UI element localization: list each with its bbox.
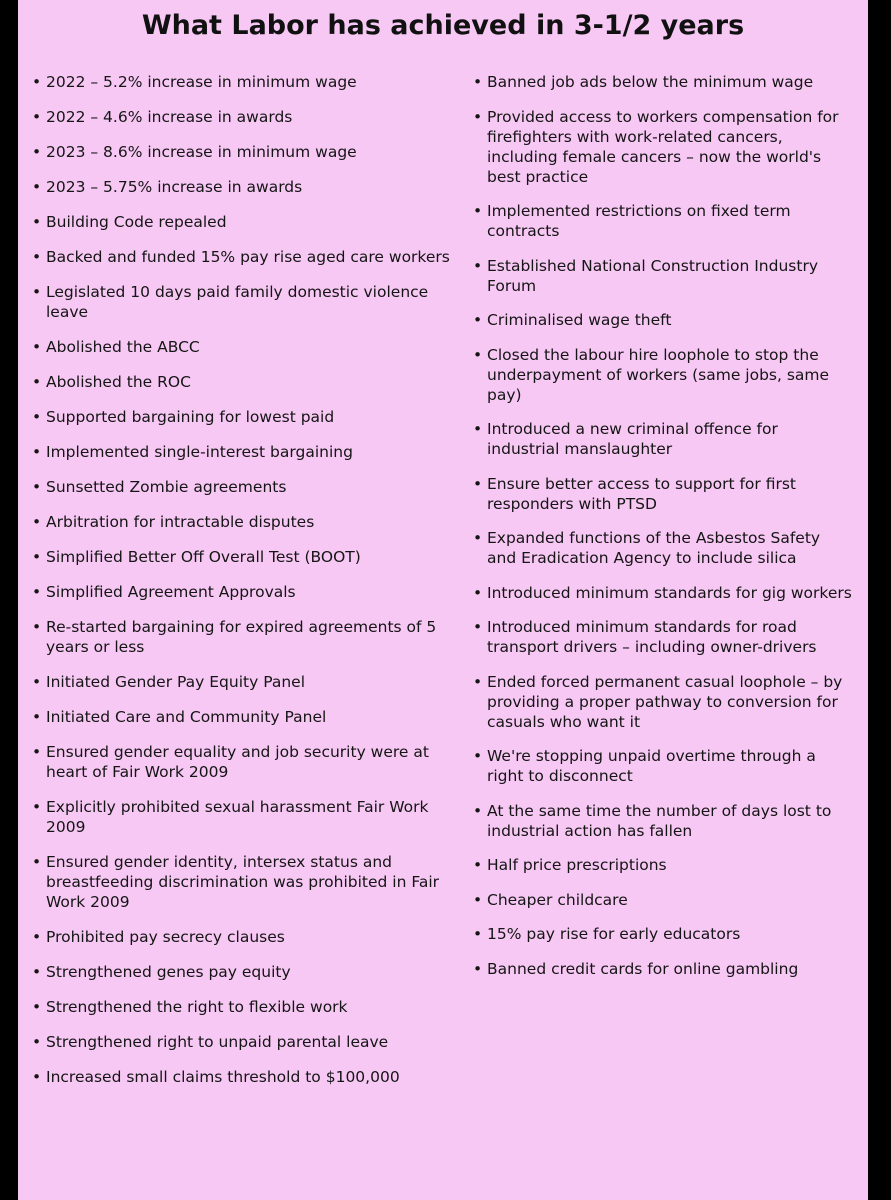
list-item: • Ended forced permanent casual loophole – by providing a proper pathway to conversion for casuals who want it (473, 672, 853, 732)
list-item: • Increased small claims threshold to $100,000 (32, 1067, 452, 1087)
list-item: • Legislated 10 days paid family domestic violence leave (32, 282, 452, 322)
list-item: • Strengthened genes pay equity (32, 962, 452, 982)
list-item: • Introduced minimum standards for road transport drivers – including owner-drivers (473, 617, 853, 657)
list-item: • Backed and funded 15% pay rise aged care workers (32, 247, 452, 267)
list-item: • Abolished the ROC (32, 372, 452, 392)
list-item: • Closed the labour hire loophole to stop the underpayment of workers (same jobs, same pay) (473, 345, 853, 405)
list-item: • Banned job ads below the minimum wage (473, 72, 853, 92)
list-item: • 2023 – 8.6% increase in minimum wage (32, 142, 452, 162)
list-item: • Cheaper childcare (473, 890, 853, 910)
list-item: • Arbitration for intractable disputes (32, 512, 452, 532)
list-item: • Introduced minimum standards for gig workers (473, 583, 853, 603)
list-item: • Introduced a new criminal offence for industrial manslaughter (473, 419, 853, 459)
list-item: • Supported bargaining for lowest paid (32, 407, 452, 427)
list-item: • We're stopping unpaid overtime through a right to disconnect (473, 746, 853, 786)
list-item: • Ensured gender equality and job security were at heart of Fair Work 2009 (32, 742, 452, 782)
list-item: • Provided access to workers compensation for firefighters with work-related cancers, including female cancers – now the world's best practice (473, 107, 853, 187)
list-item: • 2022 – 4.6% increase in awards (32, 107, 452, 127)
list-item: • Strengthened the right to flexible work (32, 997, 452, 1017)
list-item: • Ensured gender identity, intersex status and breastfeeding discrimination was prohibited in Fair Work 2009 (32, 852, 452, 912)
list-item: • 15% pay rise for early educators (473, 924, 853, 944)
list-item: • Explicitly prohibited sexual harassment Fair Work 2009 (32, 797, 452, 837)
list-item: • Simplified Agreement Approvals (32, 582, 452, 602)
list-item: • Criminalised wage theft (473, 310, 853, 330)
list-item: • Sunsetted Zombie agreements (32, 477, 452, 497)
list-item: • 2022 – 5.2% increase in minimum wage (32, 72, 452, 92)
list-item: • Implemented single-interest bargaining (32, 442, 452, 462)
list-item: • 2023 – 5.75% increase in awards (32, 177, 452, 197)
right-column-list (473, 72, 853, 993)
list-item: • Strengthened right to unpaid parental leave (32, 1032, 452, 1052)
list-item: • Banned credit cards for online gambling (473, 959, 853, 979)
list-item: • Initiated Gender Pay Equity Panel (32, 672, 452, 692)
list-item: • Expanded functions of the Asbestos Safety and Eradication Agency to include silica (473, 528, 853, 568)
list-item: • Ensure better access to support for first responders with PTSD (473, 474, 853, 514)
list-item: • Abolished the ABCC (32, 337, 452, 357)
list-item: • Prohibited pay secrecy clauses (32, 927, 452, 947)
left-column-list (32, 72, 452, 1102)
page-title: What Labor has achieved in 3-1/2 years (141, 10, 745, 41)
list-item: • Initiated Care and Community Panel (32, 707, 452, 727)
list-item: • Building Code repealed (32, 212, 452, 232)
list-item: • Simplified Better Off Overall Test (BOOT) (32, 547, 452, 567)
list-item: • Half price prescriptions (473, 855, 853, 875)
achievements-card (18, 0, 868, 1200)
list-item: • Established National Construction Industry Forum (473, 256, 853, 296)
list-item: • At the same time the number of days lost to industrial action has fallen (473, 801, 853, 841)
list-item: • Re-started bargaining for expired agreements of 5 years or less (32, 617, 452, 657)
list-item: • Implemented restrictions on fixed term contracts (473, 201, 853, 241)
